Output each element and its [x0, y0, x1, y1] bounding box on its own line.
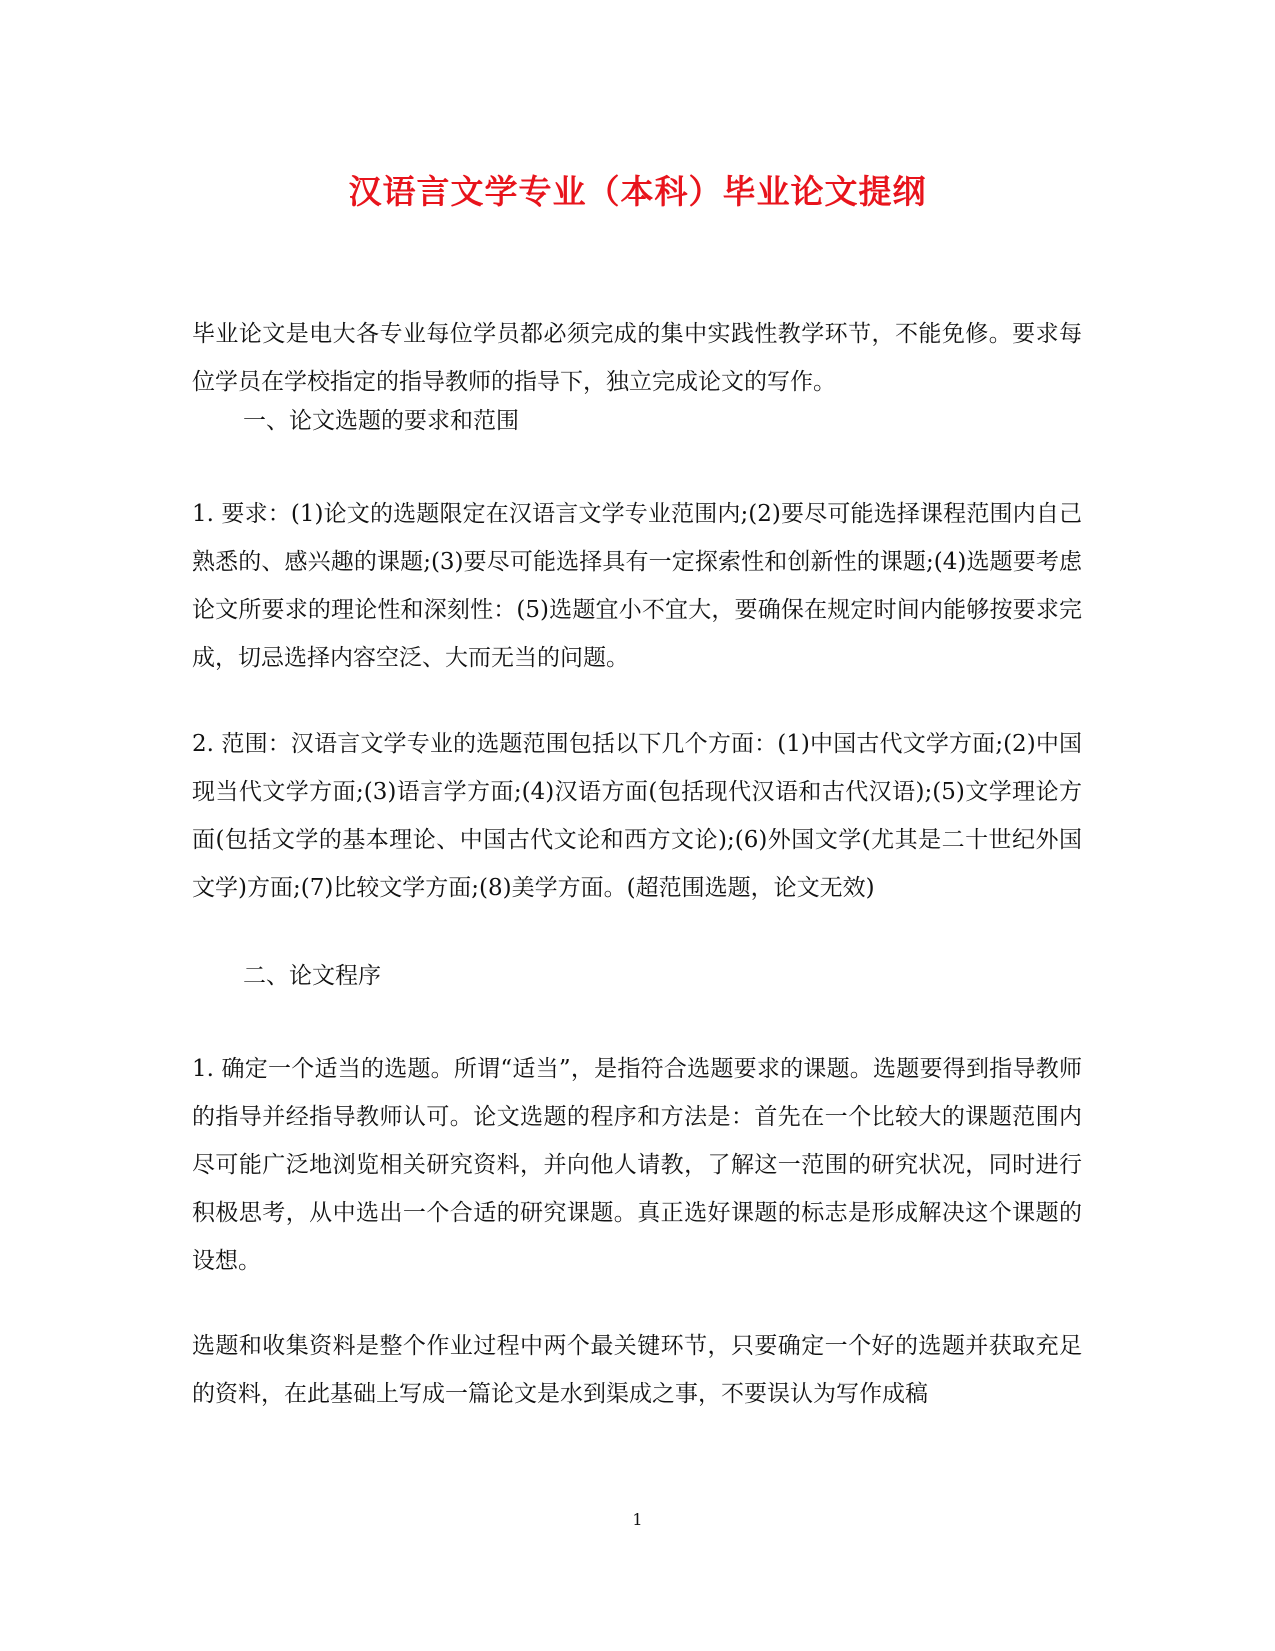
- material-collection-paragraph: 选题和收集资料是整个作业过程中两个最关键环节，只要确定一个好的选题并获取充足的资料，在此基础上写成一篇论文是水到渠成之事，不要误认为写作成稿: [192, 1333, 1082, 1407]
- intro-paragraph: 毕业论文是电大各专业每位学员都必须完成的集中实践性教学环节，不能免修。要求每位学员在学校指定的指导教师的指导下，独立完成论文的写作。: [192, 321, 1082, 395]
- page-number: 1: [632, 1510, 643, 1529]
- document-title: 汉语言文学专业（本科）毕业论文提纲: [348, 172, 927, 211]
- section-heading-requirements: 一、论文选题的要求和范围: [243, 408, 519, 434]
- requirements-paragraph: 1. 要求：(1)论文的选题限定在汉语言文学专业范围内;(2)要尽可能选择课程范围内自己熟悉的、感兴趣的课题;(3)要尽可能选择具有一定探索性和创新性的课题;(4)选题要考虑论文所要求的理论性和深刻性：(5)选题宜小不宜大，要确保在规定时间内能够按要求完成，切忌选择内容空泛、大而无当的问题。: [192, 501, 1082, 671]
- section-heading-procedure: 二、论文程序: [243, 963, 381, 989]
- topic-selection-paragraph: 1. 确定一个适当的选题。所谓“适当”，是指符合选题要求的课题。选题要得到指导教师的指导并经指导教师认可。论文选题的程序和方法是：首先在一个比较大的课题范围内尽可能广泛地浏览相关研究资料，并向他人请教，了解这一范围的研究状况，同时进行积极思考，从中选出一个合适的研究课题。真正选好课题的标志是形成解决这个课题的设想。: [192, 1056, 1082, 1274]
- scope-paragraph: 2. 范围：汉语言文学专业的选题范围包括以下几个方面：(1)中国古代文学方面;(2)中国现当代文学方面;(3)语言学方面;(4)汉语方面(包括现代汉语和古代汉语);(5)文学理论方面(包括文学的基本理论、中国古代文论和西方文论);(6)外国文学(尤其是二十世纪外国文学)方面;(7)比较文学方面;(8)美学方面。(超范围选题，论文无效): [192, 731, 1082, 901]
